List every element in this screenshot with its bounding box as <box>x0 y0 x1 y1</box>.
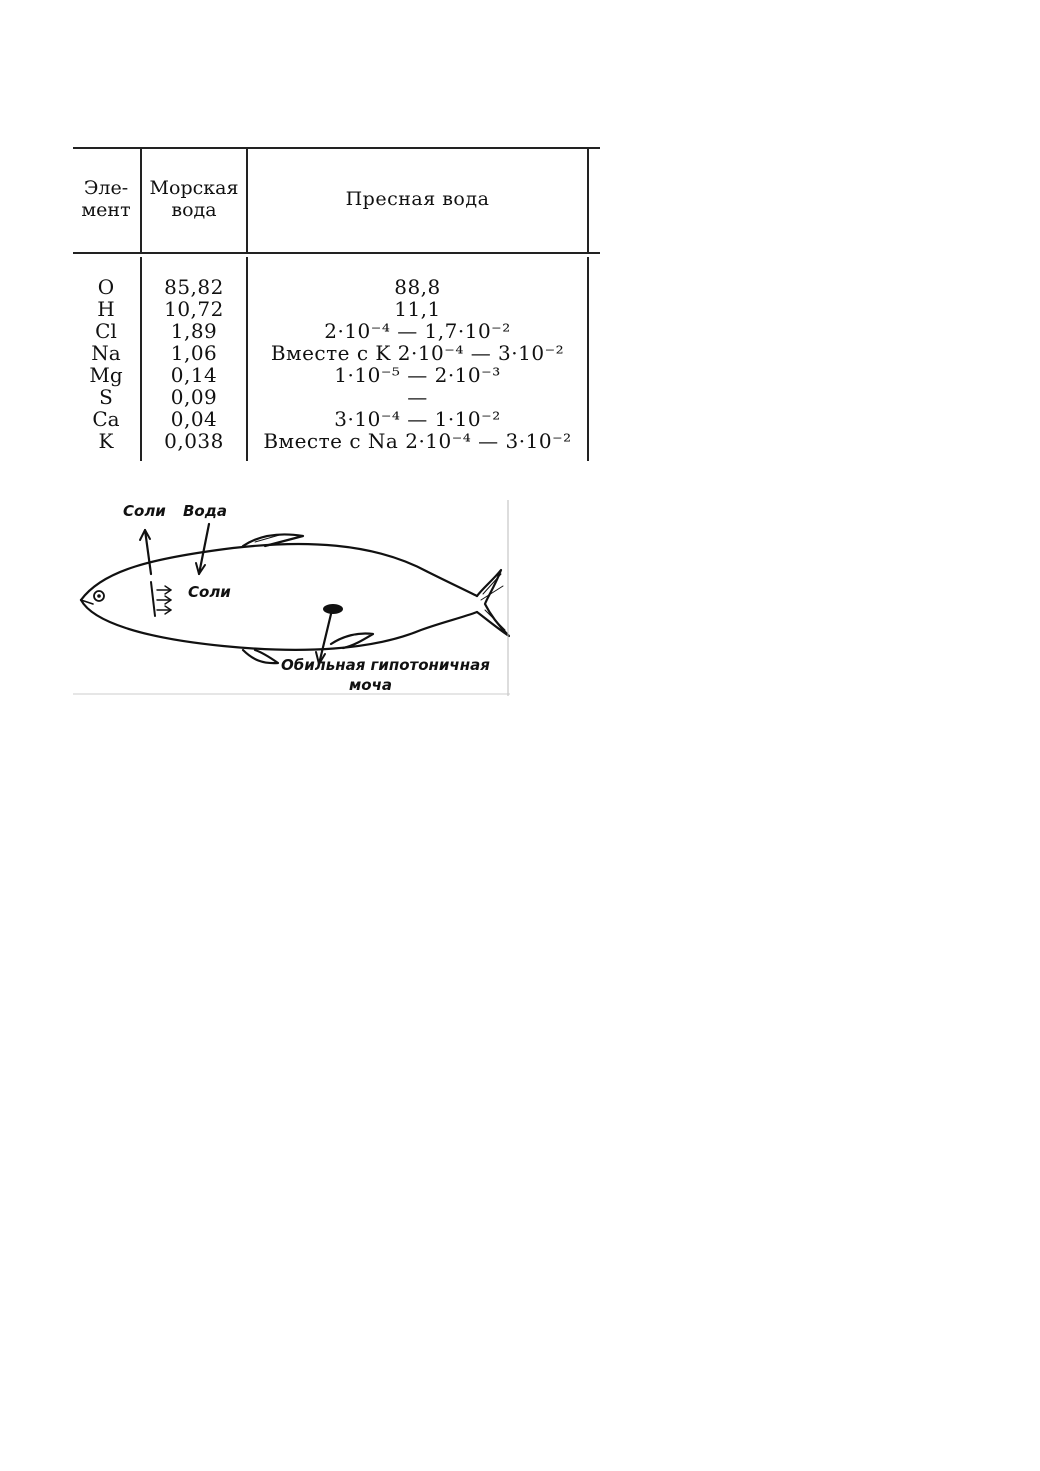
cell-sea-value: 0,14 <box>170 363 218 387</box>
cell-element: Ca <box>92 407 120 431</box>
table-row <box>73 364 600 386</box>
cell-element: Mg <box>89 363 123 387</box>
cell-element: Cl <box>95 319 117 343</box>
table-row <box>73 320 600 342</box>
cell-fresh-value: 3·10⁻⁴ — 1·10⁻² <box>334 407 501 431</box>
cell-fresh-value: 11,1 <box>394 297 441 321</box>
cell-element-cutoff <box>73 452 139 461</box>
label-salts-out: Соли <box>123 502 166 520</box>
cell-sea-value: 10,72 <box>164 297 224 321</box>
header-fresh-water: Пресная вода <box>345 188 490 210</box>
table-row <box>73 298 600 320</box>
table-header-rule <box>73 252 600 254</box>
cell-sea-value: 0,04 <box>170 407 218 431</box>
fish-body-upper <box>81 544 477 600</box>
fish-ventral-fin <box>243 650 278 663</box>
cell-fresh-value: 2·10⁻⁴ — 1,7·10⁻² <box>324 319 511 343</box>
fish-osmoregulation-figure <box>73 500 510 696</box>
table-row <box>73 408 600 430</box>
fish-gill <box>151 582 155 616</box>
cell-sea-value: 1,06 <box>170 341 218 365</box>
cell-element: O <box>97 275 115 299</box>
table-row <box>73 386 600 408</box>
column-divider <box>587 149 589 252</box>
table-row <box>73 276 600 298</box>
label-urine-line1: Обильная гипотоничная <box>281 656 490 674</box>
cell-sea-value: 0,038 <box>164 429 224 453</box>
composition-table <box>73 147 600 461</box>
cell-fresh-value: Вместе с K 2·10⁻⁴ — 3·10⁻² <box>270 341 565 365</box>
cell-fresh-value: — <box>407 385 428 409</box>
table-top-rule <box>73 147 600 149</box>
fish-tail <box>477 570 509 636</box>
cell-fresh-value: Вместе с Na 2·10⁻⁴ — 3·10⁻² <box>263 429 572 453</box>
fish-body-lower <box>81 600 477 650</box>
cell-element: S <box>99 385 113 409</box>
cell-sea-value: 0,09 <box>170 385 218 409</box>
cell-element: K <box>98 429 114 453</box>
cell-element: Na <box>91 341 121 365</box>
table-row-cutoff <box>73 452 600 461</box>
cell-fresh-value: 88,8 <box>394 275 441 299</box>
label-salts-in: Соли <box>188 583 231 601</box>
header-element: Эле- мент <box>81 177 131 221</box>
cell-fresh-value: 1·10⁻⁵ — 2·10⁻³ <box>334 363 501 387</box>
table-row <box>73 342 600 364</box>
header-sea-water: Морская вода <box>149 177 239 221</box>
label-water-in: Вода <box>183 502 227 520</box>
cell-element: H <box>97 297 115 321</box>
label-urine-line2: моча <box>349 676 392 694</box>
fish-kidney <box>323 604 343 614</box>
cell-sea-value: 1,89 <box>170 319 218 343</box>
cell-sea-value: 85,82 <box>164 275 224 299</box>
table-row <box>73 430 600 452</box>
